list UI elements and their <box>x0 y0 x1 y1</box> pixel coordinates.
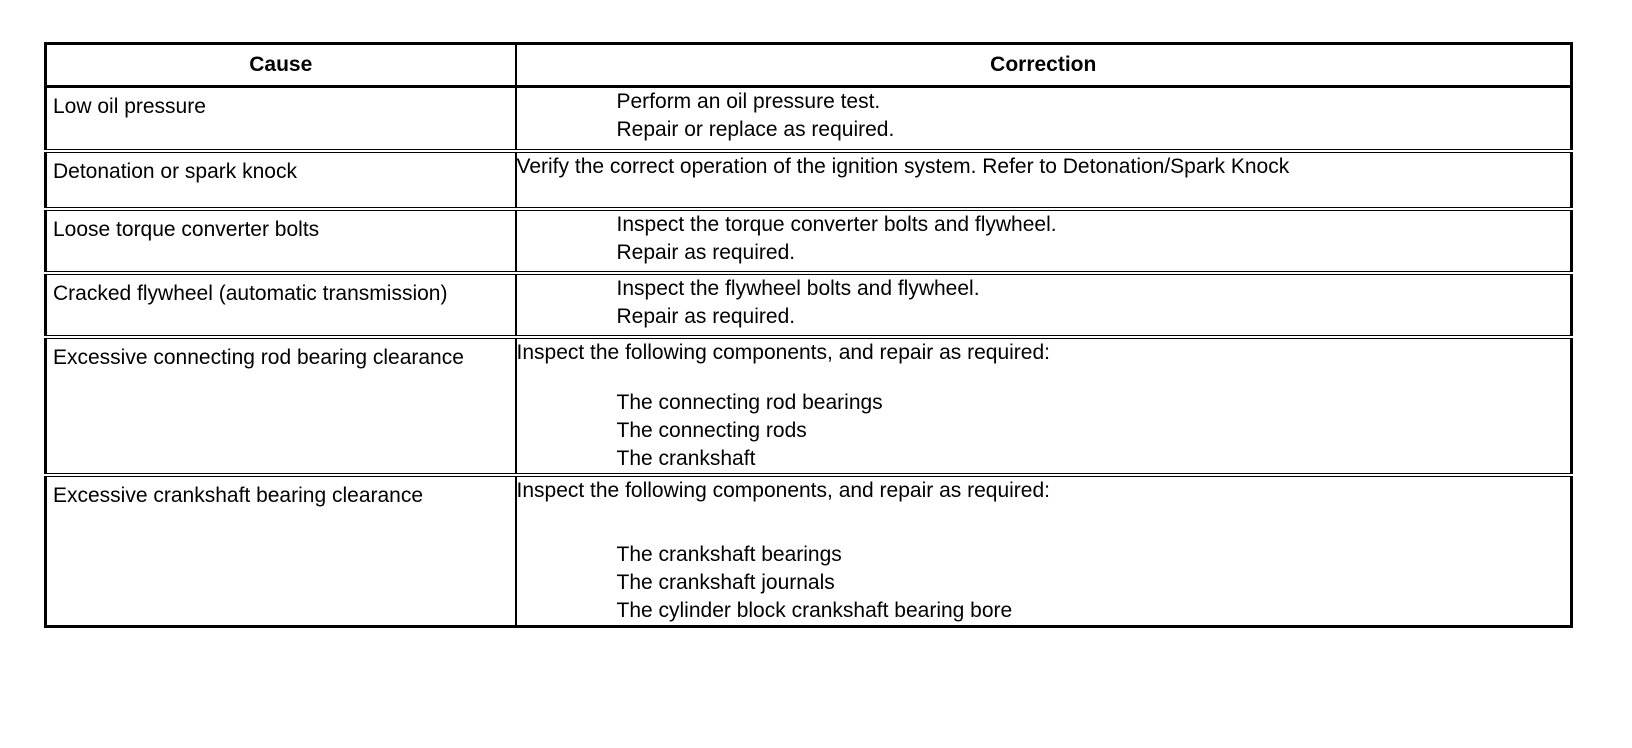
cause-text: Detonation or spark knock <box>53 159 297 183</box>
correction-step: Repair or replace as required. <box>616 118 895 141</box>
correction-cell <box>516 209 1572 273</box>
correction-cell <box>516 475 1572 627</box>
table-row <box>46 209 1572 273</box>
correction-step: The crankshaft journals <box>616 570 835 594</box>
correction-step: Inspect the torque converter bolts and flywheel. <box>616 212 1057 236</box>
cause-text: Excessive connecting rod bearing clearance <box>53 345 464 369</box>
table-body <box>46 87 1572 627</box>
table-row <box>46 273 1572 337</box>
table-row <box>46 475 1572 627</box>
cause-text: Excessive crankshaft bearing clearance <box>53 483 424 507</box>
correction-step: Repair as required. <box>616 240 796 264</box>
cause-cell <box>46 337 516 475</box>
correction-step: The connecting rod bearings <box>616 390 883 414</box>
correction-step: The crankshaft <box>616 446 756 470</box>
correction-steps <box>517 88 1571 144</box>
correction-step: The cylinder block crankshaft bearing bore <box>616 598 1013 622</box>
correction-steps <box>517 541 1571 625</box>
correction-step: The connecting rods <box>616 418 807 442</box>
cause-column-header: Cause <box>46 44 516 87</box>
correction-intro: Inspect the following components, and repair as required: <box>516 340 1050 364</box>
cause-cell <box>46 475 516 627</box>
correction-steps <box>517 211 1571 267</box>
correction-intro: Inspect the following components, and repair as required: <box>516 478 1050 502</box>
diagnostic-table <box>44 42 1573 628</box>
cause-text: Cracked flywheel (automatic transmission) <box>53 281 448 305</box>
correction-column-header: Correction <box>516 44 1572 87</box>
correction-step: Perform an oil pressure test. <box>616 90 881 113</box>
correction-cell <box>516 151 1572 209</box>
correction-step: The crankshaft bearings <box>616 542 842 566</box>
correction-cell <box>516 273 1572 337</box>
correction-intro: Verify the correct operation of the ignition system. Refer to Detonation/Spark Knock <box>516 154 1290 178</box>
header-row <box>46 44 1572 87</box>
spacer <box>517 505 1571 541</box>
table-row <box>46 151 1572 209</box>
cause-cell <box>46 87 516 151</box>
table-header <box>46 44 1572 87</box>
cause-cell <box>46 151 516 209</box>
cause-text: Loose torque converter bolts <box>53 217 320 241</box>
correction-cell <box>516 87 1572 151</box>
cause-cell <box>46 273 516 337</box>
correction-steps <box>517 275 1571 331</box>
cause-cell <box>46 209 516 273</box>
correction-cell <box>516 337 1572 475</box>
table-row <box>46 337 1572 475</box>
cause-text: Low oil pressure <box>53 95 206 118</box>
correction-steps <box>517 389 1571 473</box>
table-row <box>46 87 1572 151</box>
correction-step: Inspect the flywheel bolts and flywheel. <box>616 276 980 300</box>
correction-step: Repair as required. <box>616 304 796 328</box>
spacer <box>517 367 1571 389</box>
